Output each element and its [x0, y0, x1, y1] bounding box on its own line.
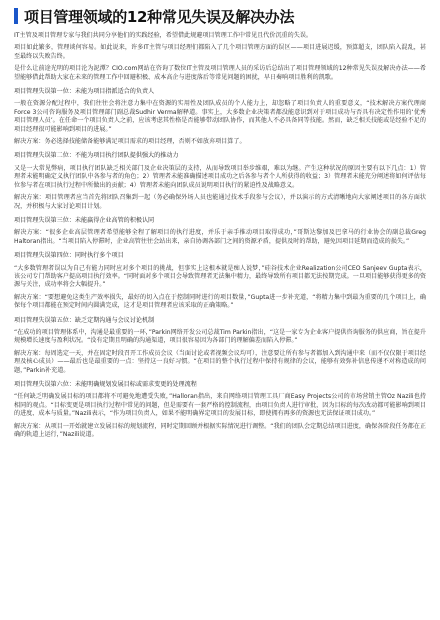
page-title: 项目管理领域的12种常见失误及解决办法: [24, 7, 295, 26]
section-heading: 项目管理失误第一位：未能为项目指派适合的负责人: [14, 88, 155, 96]
section-heading: 项目管理失误第三位：未能赢得企业高管的积极认同: [14, 216, 155, 224]
section-heading: 项目管理失误第五位：缺乏定期沟通与会议讨论机制: [14, 316, 155, 324]
body-paragraph: 是什么让前途光明的项目沦为泥潭？CIO.com网站在咨询了数位IT主管及项目管理人员的采访后总结出了项目管理领域的12种常见失误及解决办法——希望能够借此帮助大家在未来的管理工作中回避积极、成本高企与进度落后等常见问题的困扰，早日奏响项目胜利的凯歌。: [14, 65, 426, 81]
solution-paragraph: 解决方案：“要想避免这类生产效率损失，最好的切入点在于控制同时进行的项目数量，”Gupta进一步补充道，“将精力集中到最为重要的几个项目上，确保每个项目都能在预定时间内圆满完成，这才是项目管理者应该采取的正确策略。”: [14, 293, 426, 310]
body-paragraph: 项目如此繁多，管理谈何容易。如此说来，许多IT主管与项目经理们都陷入了几个项目管理方面的误区——项目进展迟缓，预算超支，团队陷入混乱，甚至最终以失败告终。: [14, 44, 426, 60]
title-bar: [0, 0, 440, 30]
solution-paragraph: 解决方案：务必选择技能储备能够满足项目需求的项目经理，否则不如放弃项目算了。: [14, 138, 246, 146]
body-paragraph: 一般在资源分配过程中，我们往往会将注意力集中在资源的实用性及团队成员的个人能力上，却忽略了项目负责人的重要意义，“技术解决方案代理商Force 3公司咨询服务及项目管理部门副总裁Sudhir Verma解释道。事实上，大多数企业决策者都没能意识到对于项目成功与否具有决定性作用的‘优秀项目管理人员’。在任命一个项目负责人之前，应该考虑其性格是否能够带动团队协作，而其他人不必具备同等技能。然而，缺乏相关技能或是经验不足的项目经理很可能影响到项目的进展。”: [14, 100, 426, 133]
body-paragraph: “大多数管理者误以为自己有能力同时应对多个项目的挑战，但事实上这根本就是痴人说梦，”硅谷技术企业Realization公司CEO Sanjeev Gupta表示，该公司专门帮助客户提高项目执行效率。“同时面对多个项目会导致管理者无法集中精力，最终导致所有项目都无法按期完成。一旦项目能够获得更多的资源与关注，成功率将会大幅提升。”: [14, 264, 426, 289]
body-paragraph: 又是一大常见弊病，项目执行团队缺乏相关部门及企业决策层的支持，从而导致项目举步维艰，难以为继。产生这种状况的原因主要有以下几点：1）管理者未能明确定义执行团队中各参与者的角色；2）管理者未能准确描述项目成功之后各参与者个人所获得的收益；3）管理者未能充分阐述将如何评估每位参与者在项目执行过程中所做出的贡献；4）管理者未能向团队成员说明项目执行的紧迫性及战略意义。: [14, 164, 426, 189]
solution-paragraph: 解决方案：从项目一开始就建立发展目标的规划流程，同时定期回顾并根据实际情况进行调整。“我们的团队会定期总结项目进度，确保各阶段任务都在正确的轨道上运行，”Nazili说道。: [14, 422, 426, 439]
solution-paragraph: 解决方案：“很多企业高层管理者希望能够全程了解项目的执行进度，并乐于亲手推动项目取得成功，”哥斯达黎加及巴拿马的行业协会的副总裁Greg Haltoran指出。“当项目陷入停滞时，企业高管往往会站出来，亲自协调各部门之间的资源矛盾，提供及时的帮助，避免因项目延期而造成的损失。”: [14, 229, 426, 245]
section-heading: 项目管理失误第四位：同时执行多个项目: [14, 252, 124, 260]
title-accent-bar: [14, 8, 18, 24]
solution-paragraph: 解决方案：每周选定一天，并在固定时段召开工作成员会议（当面讨论或者视频会议均可），注意要让所有参与者都加入到沟通中来（而不仅仅限于项目经理及核心成员）——最后也是最重要的一点：坚持这一良好习惯。“在项目的整个执行过程中保持有规律的会议，能够有效弥补信息传递不对称造成的问题，”Parkin补充道。: [14, 349, 426, 374]
article-body: [0, 30, 440, 439]
section-heading: 项目管理失误第二位：不能为项目执行团队提供强大的推动力: [14, 152, 179, 160]
body-paragraph: “在成功的项目管理体系中，沟通是最重要的一环，”Parkin网络开发公司总裁Tim Parkin指出，“这是一家专为企业客户提供咨询服务的供应商，旨在提升规模增长速度与盈利状况。“没有定期且明确的沟通渠道，项目很容易因为各部门的理解偏差而陷入停滞。”: [14, 328, 426, 345]
intro-paragraph: IT主管及项目管理专家与我们共同分享他们的实践经验，希望借此规避项目管理工作中常见且代价沉重的失误。: [14, 32, 313, 39]
section-heading: 项目管理失误第六位：未能明确规划发展目标或需求变更的处理流程: [14, 381, 197, 388]
solution-paragraph: 解决方案：项目管理者应当首先将团队召集到一起（务必确保外场人员也能通过技术手段参与会议），并以演示的方式清晰地向大家阐述项目的各方面状况，并积极与大家讨论项目计划。: [14, 194, 426, 210]
body-paragraph: “任何缺乏明确发展目标的项目都将不可避免地遭受失败，”Halloran指出，来自网络项目管理工具厂商Easy Projects公司的市场营销主管Oz Nazili也持相同的观点。“目标变更是项目执行过程中常见的问题，但是需要有一套严格的控制流程，由项目负责人进行审批，因为目标的每次改动都可能影响到项目的进度、成本与质量。”Nazili表示，“作为项目负责人，如果不能明确界定项目的发展目标，即使拥有再多的资源也无法保证项目成功。”: [14, 393, 426, 418]
